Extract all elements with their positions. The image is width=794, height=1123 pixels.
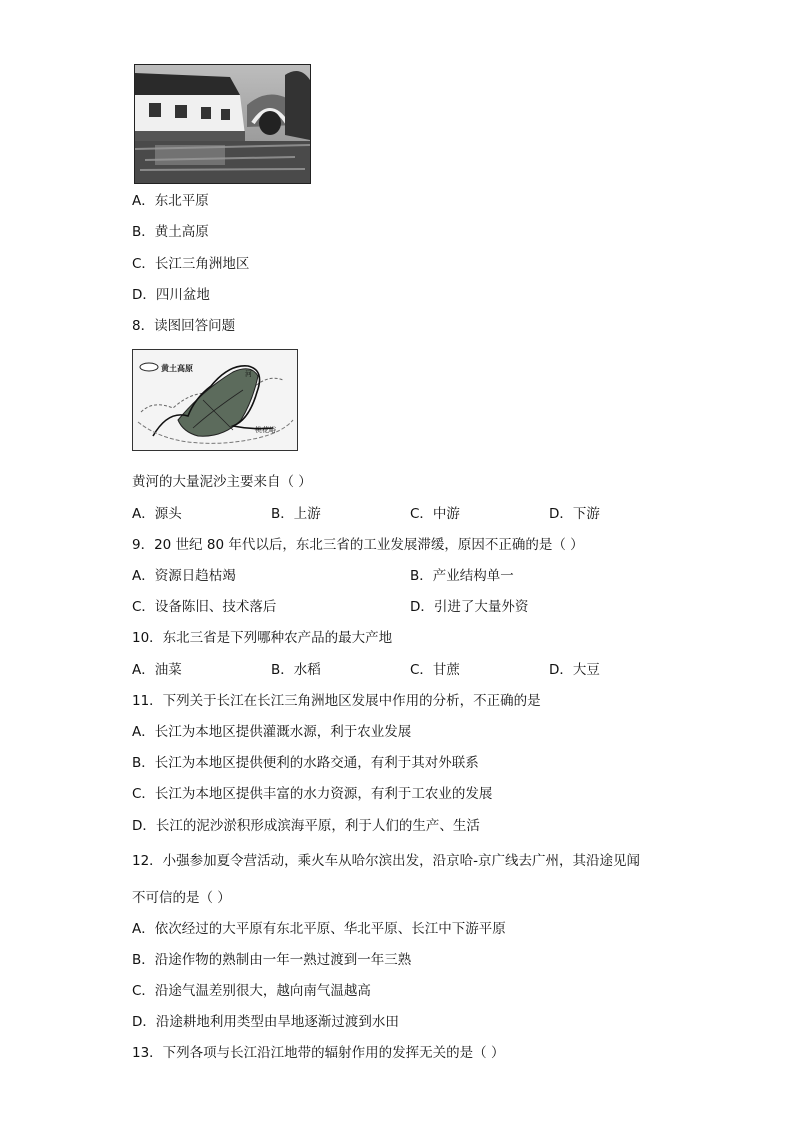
q7-option-d: D．四川盆地 — [132, 287, 210, 303]
q13-question: 13．下列各项与长江沿江地带的辐射作用的发挥无关的是（ ） — [132, 1045, 505, 1061]
q11-option-a: A．长江为本地区提供灌溉水源，利于农业发展 — [132, 724, 412, 740]
q10-option-a: A．油菜 — [132, 662, 182, 678]
q12-question-line2: 不可信的是（ ） — [132, 890, 231, 906]
map-label-river: 河 — [245, 370, 252, 378]
q8-option-c: C．中游 — [410, 506, 460, 522]
q10-option-c: C．甘蔗 — [410, 662, 460, 678]
q9-option-a: A．资源日趋枯竭 — [132, 568, 236, 584]
q9-question: 9．20 世纪 80 年代以后，东北三省的工业发展滞缓，原因不正确的是（ ） — [132, 537, 584, 553]
map-label-loess-plateau: 黄土高原 — [161, 364, 193, 373]
yellow-river-map — [132, 349, 298, 451]
q11-option-c: C．长江为本地区提供丰富的水力资源，有利于工农业的发展 — [132, 786, 493, 802]
q11-option-b: B．长江为本地区提供便利的水路交通，有利于其对外联系 — [132, 755, 479, 771]
q11-question: 11．下列关于长江在长江三角洲地区发展中作用的分析，不正确的是 — [132, 693, 541, 709]
q8-option-d: D．下游 — [549, 506, 600, 522]
q8-option-a: A．源头 — [132, 506, 182, 522]
q7-option-a: A．东北平原 — [132, 193, 209, 209]
q9-option-c: C．设备陈旧、技术落后 — [132, 599, 277, 615]
q12-option-d: D．沿途耕地利用类型由旱地逐渐过渡到水田 — [132, 1014, 399, 1030]
q12-question-line1: 12．小强参加夏令营活动，乘火车从哈尔滨出发，沿京哈-京广线去广州，其沿途见闻 — [132, 853, 641, 869]
map-label-taohuayu: 桃花峪 — [255, 426, 276, 434]
water-town-photo — [134, 64, 311, 184]
q8-title: 8．读图回答问题 — [132, 318, 236, 334]
q12-option-a: A．依次经过的大平原有东北平原、华北平原、长江中下游平原 — [132, 921, 506, 937]
q7-option-b: B．黄土高原 — [132, 224, 209, 240]
q10-option-d: D．大豆 — [549, 662, 600, 678]
q10-option-b: B．水稻 — [271, 662, 321, 678]
q12-option-b: B．沿途作物的熟制由一年一熟过渡到一年三熟 — [132, 952, 412, 968]
q10-question: 10．东北三省是下列哪种农产品的最大产地 — [132, 630, 393, 646]
q8-question: 黄河的大量泥沙主要来自（ ） — [132, 474, 312, 490]
q7-option-c: C．长江三角洲地区 — [132, 256, 250, 272]
q12-option-c: C．沿途气温差别很大，越向南气温越高 — [132, 983, 371, 999]
q8-option-b: B．上游 — [271, 506, 321, 522]
q9-option-d: D．引进了大量外资 — [410, 599, 529, 615]
q9-option-b: B．产业结构单一 — [410, 568, 514, 584]
q11-option-d: D．长江的泥沙淤积形成滨海平原，利于人们的生产、生活 — [132, 818, 480, 834]
